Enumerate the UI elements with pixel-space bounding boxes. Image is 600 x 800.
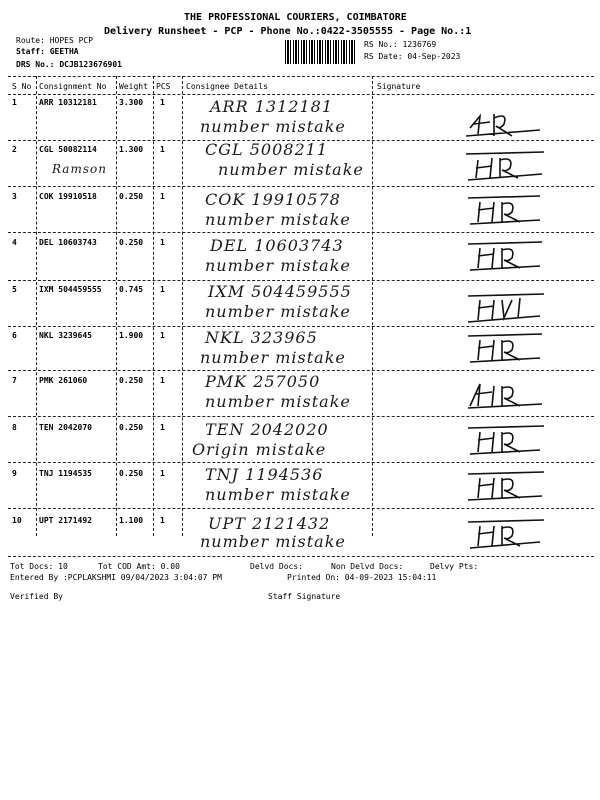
consignment-no: DEL 10603743 (39, 238, 97, 247)
weight: 0.250 (119, 423, 144, 432)
weight: 0.250 (119, 469, 144, 478)
staff-signature: Staff Signature (268, 592, 341, 601)
signature-mark (460, 106, 550, 140)
handwritten-number: UPT 2121432 (208, 514, 331, 533)
handwritten-remark: number mistake (205, 256, 351, 275)
delivery-points: Delvy Pts: (430, 562, 479, 571)
signature-mark (460, 468, 550, 502)
handwritten-number: TEN 2042020 (205, 420, 329, 439)
consignment-no: PMK 261060 (39, 376, 88, 385)
sno: 6 (12, 331, 17, 340)
handwritten-number: PMK 257050 (205, 372, 321, 391)
handwritten-remark: number mistake (200, 117, 346, 136)
consignment-no: ARR 10312181 (39, 98, 97, 107)
signature-mark (460, 290, 550, 324)
col-divider (153, 76, 154, 536)
handwritten-remark: number mistake (205, 392, 351, 411)
signature-mark (460, 238, 550, 272)
sno: 8 (12, 423, 17, 432)
non-delivered-docs: Non Delvd Docs: (331, 562, 404, 571)
weight: 1.900 (119, 331, 144, 340)
sno: 10 (12, 516, 22, 525)
row-rule (8, 508, 594, 509)
rs-number: RS No.: 1236769 (364, 40, 437, 49)
pcs: 1 (160, 238, 165, 247)
consignment-no: NKL 3239645 (39, 331, 92, 340)
consignment-no: TEN 2042070 (39, 423, 92, 432)
handwritten-number: COK 19910578 (205, 190, 341, 209)
col-header-sno: S No (12, 82, 32, 91)
pcs: 1 (160, 192, 165, 201)
pcs: 1 (160, 285, 165, 294)
row-rule (8, 186, 594, 187)
col-header-pcs: PCS (156, 82, 171, 91)
pcs: 1 (160, 331, 165, 340)
sno: 4 (12, 238, 17, 247)
handwritten-number: IXM 504459555 (208, 282, 352, 301)
col-header-consignment: Consignment No (39, 82, 107, 91)
handwritten-number: DEL 10603743 (210, 236, 344, 255)
weight: 0.745 (119, 285, 144, 294)
handwritten-remark: number mistake (205, 210, 351, 229)
signature-mark (460, 376, 550, 410)
pcs: 1 (160, 376, 165, 385)
staff-label: Staff: GEETHA (16, 47, 79, 56)
handwritten-number: TNJ 1194536 (205, 465, 324, 484)
drs-number: DRS No.: DCJB123676901 (16, 60, 122, 69)
pcs: 1 (160, 98, 165, 107)
handwritten-number: NKL 323965 (205, 328, 318, 347)
sno: 5 (12, 285, 17, 294)
signature-mark (460, 148, 550, 182)
runsheet-title: Delivery Runsheet - PCP - Phone No.:0422-3505555 - Page No.:1 (104, 26, 472, 37)
pcs: 1 (160, 516, 165, 525)
row-rule (8, 232, 594, 233)
handwritten-number: CGL 5008211 (205, 140, 328, 159)
weight: 3.300 (119, 98, 144, 107)
total-docs: Tot Docs: 10 (10, 562, 68, 571)
weight: 1.300 (119, 145, 144, 154)
sno: 1 (12, 98, 17, 107)
row-rule (8, 416, 594, 417)
table-bottom-rule (8, 556, 594, 557)
consignment-no: CGL 50082114 (39, 145, 97, 154)
row-rule (8, 326, 594, 327)
col-header-signature: Signature (377, 82, 421, 91)
handwritten-remark: number mistake (200, 532, 346, 551)
table-top-rule (8, 76, 594, 77)
consignment-no: UPT 2171492 (39, 516, 92, 525)
weight: 1.100 (119, 516, 144, 525)
pcs: 1 (160, 423, 165, 432)
signature-mark (460, 422, 550, 456)
total-cod-amount: Tot COD Amt: 0.00 (98, 562, 180, 571)
sno: 2 (12, 145, 17, 154)
handwritten-remark: number mistake (205, 302, 351, 321)
col-divider (116, 76, 117, 536)
pcs: 1 (160, 469, 165, 478)
consignment-no: TNJ 1194535 (39, 469, 92, 478)
sno: 3 (12, 192, 17, 201)
weight: 0.250 (119, 238, 144, 247)
col-header-consignee: Consignee Details (186, 82, 268, 91)
signature-mark (460, 330, 550, 364)
signature-mark (460, 192, 550, 226)
pcs: 1 (160, 145, 165, 154)
delivered-docs: Delvd Docs: (250, 562, 303, 571)
col-divider (182, 76, 183, 536)
weight: 0.250 (119, 376, 144, 385)
row-rule (8, 462, 594, 463)
signature-mark (460, 516, 550, 550)
header-rule (8, 94, 594, 95)
company-name: THE PROFESSIONAL COURIERS, COIMBATORE (184, 12, 407, 23)
handwritten-note: Ramson (52, 162, 107, 176)
verified-by: Verified By (10, 592, 63, 601)
consignment-no: IXM 504459555 (39, 285, 102, 294)
row-rule (8, 280, 594, 281)
route-label: Route: HOPES PCP (16, 36, 94, 45)
col-divider (372, 76, 373, 536)
rs-date: RS Date: 04-Sep-2023 (364, 52, 461, 61)
row-rule (8, 370, 594, 371)
printed-on: Printed On: 04-09-2023 15:04:11 (287, 573, 437, 582)
weight: 0.250 (119, 192, 144, 201)
handwritten-remark: number mistake (200, 348, 346, 367)
handwritten-remark: number mistake (218, 160, 364, 179)
col-header-weight: Weight (119, 82, 148, 91)
entered-by: Entered By :PCPLAKSHMI 09/04/2023 3:04:07 PM (10, 573, 222, 582)
handwritten-remark: Origin mistake (192, 440, 327, 459)
sno: 7 (12, 376, 17, 385)
consignment-no: COK 19910518 (39, 192, 97, 201)
handwritten-remark: number mistake (205, 485, 351, 504)
col-divider (36, 76, 37, 536)
sno: 9 (12, 469, 17, 478)
barcode (285, 40, 357, 64)
handwritten-number: ARR 1312181 (210, 97, 333, 116)
